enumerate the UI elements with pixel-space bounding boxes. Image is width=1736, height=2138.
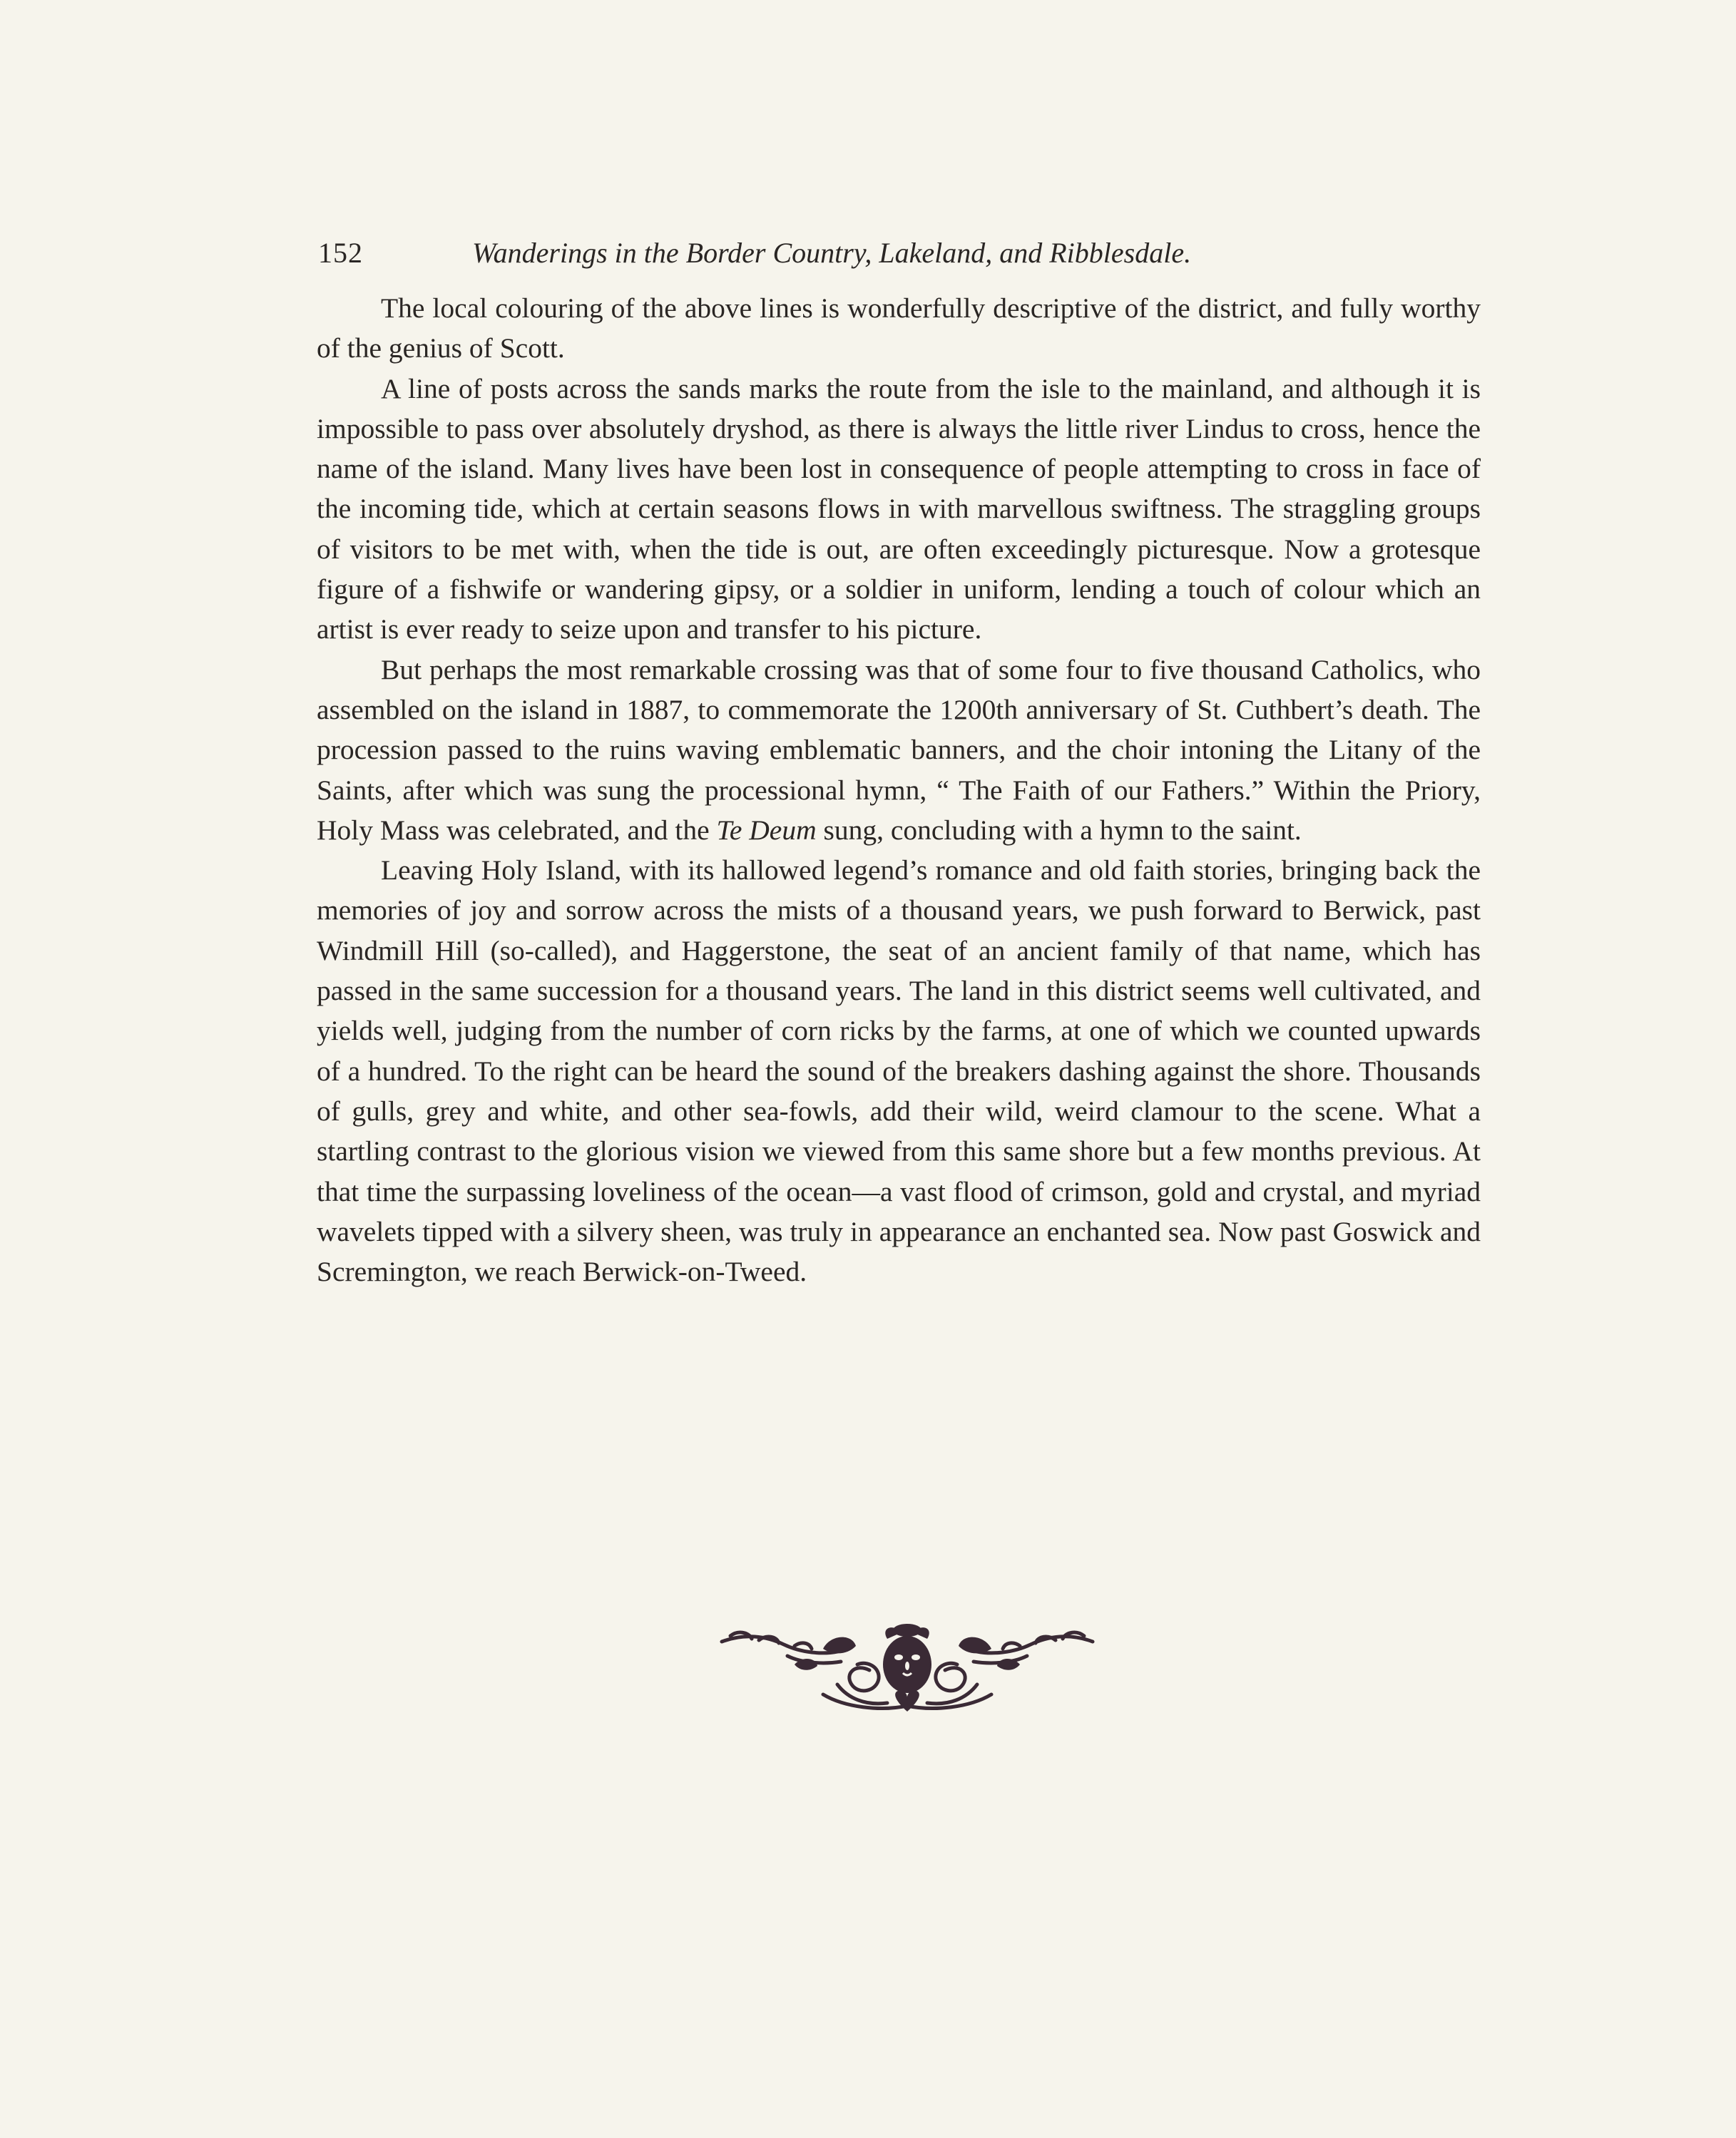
paragraph-3-text-a: But perhaps the most remarkable crossing was that of some four to five thousand Catholics, who assembled on the island in 1887, to commemorate the 1200th anniversary of St. Cuthbert’s death. The procession passed to the ruins waving emblematic banners, and the choir intoning the Litany of the Saints, after which was sung the processional hymn, “ The Faith of our Fathers.” Within the Priory, Holy Mass was celebrated, and the (317, 653, 1481, 846)
page-number: 152 (318, 237, 363, 269)
paragraph-2: A line of posts across the sands marks the route from the isle to the mainland, and although it is impossible to pass over absolutely dryshod, as there is always the little river Lindus to cross, hence the name of the island. Many lives have been lost in consequence of people attempting to cross in face of the incoming tide, which at certain seasons flows in with marvellous swiftness. The straggling groups of visitors to be met with, when the tide is out, are often exceedingly picturesque. Now a grotesque figure of a fishwife or wandering gipsy, or a soldier in uniform, lending a touch of colour which an artist is ever ready to seize upon and transfer to his picture. (317, 372, 1481, 645)
paragraph-3 (317, 650, 1481, 850)
body-text (317, 288, 1481, 1292)
running-title: Wanderings in the Border Country, Lakeland, and Ribblesdale. (472, 237, 1192, 269)
paragraph-1: The local colouring of the above lines is wonderfully descriptive of the district, and fully worthy of the genius of Scott. (317, 292, 1481, 364)
paragraph-3-text-b: sung, concluding with a hymn to the saint. (816, 814, 1302, 846)
te-deum-italic: Te Deum (716, 814, 817, 846)
running-head (318, 232, 1331, 275)
paragraph-4: Leaving Holy Island, with its hallowed legend’s romance and old faith stories, bringing back the memories of joy and sorrow across the mists of a thousand years, we push forward to Berwick, past Windmill Hill (so-called), and Haggerstone, the seat of an ancient family of that name, which has passed in the same succession for a thousand years. The land in this district seems well cultivated, and yields well, judging from the number of corn ricks by the farms, at one of which we counted upwards of a hundred. To the right can be heard the sound of the breakers dashing against the shore. Thousands of gulls, grey and white, and other sea-fowls, add their wild, weird clamour to the scene. What a startling contrast to the glorious vision we viewed from this same shore but a few months previous. At that time the surpassing loveliness of the ocean—a vast flood of crimson, gold and crystal, and myriad wavelets tipped with a silvery sheen, was truly in appearance an enchanted sea. Now past Goswick and Scremington, we reach Berwick-on-Tweed. (317, 854, 1481, 1288)
floral-tailpiece-icon (716, 1620, 1098, 1713)
